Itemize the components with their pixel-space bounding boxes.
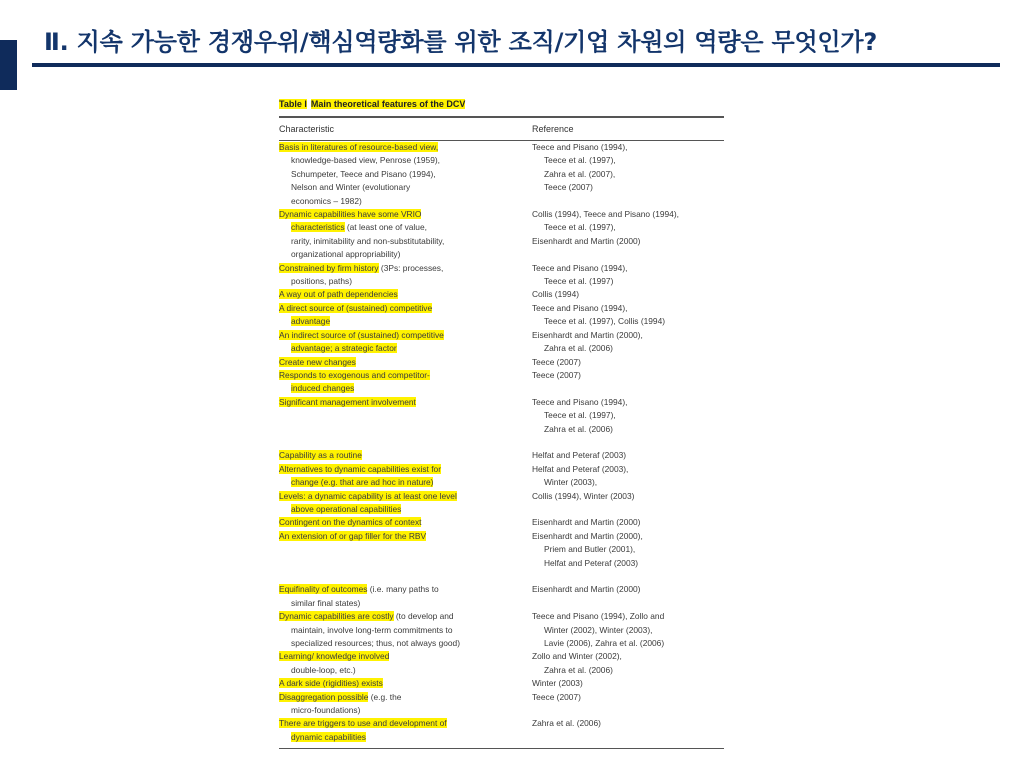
cell-text: Eisenhardt and Martin (2000) (532, 584, 641, 595)
cell-text: Helfat and Peteraf (2003), (532, 463, 629, 474)
highlighted-text: A dark side (rigidities) exists (279, 678, 383, 689)
table-row (279, 356, 724, 369)
cell-line (279, 704, 532, 717)
reference-cell (532, 356, 724, 369)
cell-line (532, 369, 724, 382)
highlighted-text: Contingent on the dynamics of context (279, 517, 422, 528)
reference-cell (532, 208, 724, 262)
reference-cell (532, 262, 724, 289)
table-row (279, 610, 724, 650)
cell-text: Zahra et al. (2006) (544, 423, 613, 434)
cell-text: (i.e. many paths to (367, 584, 439, 595)
highlighted-text: Equifinality of outcomes (279, 584, 368, 595)
cell-line (532, 463, 724, 476)
cell-text: micro-foundations) (291, 705, 361, 716)
cell-line (532, 664, 724, 677)
cell-line (532, 208, 724, 221)
cell-line (279, 208, 532, 221)
table-caption (279, 97, 724, 112)
reference-cell (532, 396, 724, 436)
cell-text: Collis (1994) (532, 289, 580, 300)
table-caption-text: Main theoretical features of the DCV (310, 99, 466, 109)
table-row (279, 141, 724, 208)
table-row (279, 208, 724, 262)
cell-text: (3Ps: processes, (378, 262, 444, 273)
table-row (279, 717, 724, 744)
highlighted-text: There are triggers to use and development of (279, 718, 447, 729)
reference-cell (532, 288, 724, 301)
cell-text: organizational appropriability) (291, 249, 401, 260)
reference-cell (532, 717, 724, 744)
cell-line (532, 490, 724, 503)
table-row (279, 490, 724, 517)
table-figure (279, 97, 724, 749)
cell-line (532, 530, 724, 543)
cell-line (532, 543, 724, 556)
cell-text: Teece and Pisano (1994), Zollo and (532, 611, 665, 622)
highlighted-text: Responds to exogenous and competitor- (279, 369, 430, 380)
characteristic-cell (279, 369, 532, 396)
cell-text: Schumpeter, Teece and Pisano (1994), (291, 168, 436, 179)
cell-line (532, 221, 724, 234)
table-row (279, 650, 724, 677)
cell-line (279, 717, 532, 730)
cell-line (279, 329, 532, 342)
cell-line (532, 396, 724, 409)
cell-text: Eisenhardt and Martin (2000) (532, 235, 641, 246)
table-row (279, 369, 724, 396)
characteristic-cell (279, 691, 532, 718)
table-row (279, 463, 724, 490)
table-row (279, 516, 724, 529)
cell-line (279, 530, 532, 543)
cell-line (279, 382, 532, 395)
cell-text: Helfat and Peteraf (2003) (544, 557, 639, 568)
cell-line (279, 490, 532, 503)
cell-line (279, 583, 532, 596)
cell-text: Winter (2003), (544, 477, 598, 488)
cell-text: Helfat and Peteraf (2003) (532, 450, 627, 461)
table-body (279, 141, 724, 744)
characteristic-cell (279, 677, 532, 690)
cell-line (532, 449, 724, 462)
cell-line (279, 449, 532, 462)
cell-text: rarity, inimitability and non-substitutability, (291, 235, 445, 246)
highlighted-text: Alternatives to dynamic capabilities exist for (279, 463, 441, 474)
cell-line (279, 288, 532, 301)
slide-title: Ⅱ. 지속 가능한 경쟁우위/핵심역량화를 위한 조직/기업 차원의 역량은 무엇인가? (44, 28, 878, 56)
cell-line (279, 610, 532, 623)
cell-line (532, 329, 724, 342)
cell-line (532, 583, 724, 596)
cell-text: Eisenhardt and Martin (2000), (532, 329, 643, 340)
cell-line (532, 235, 724, 248)
highlighted-text: An extension of or gap filler for the RBV (279, 530, 427, 541)
cell-line (532, 650, 724, 663)
highlighted-text: Basis in literatures of resource-based view, (279, 142, 439, 152)
highlighted-text: induced changes (291, 383, 355, 394)
cell-line (279, 691, 532, 704)
cell-line (532, 516, 724, 529)
cell-text: Zahra et al. (2006) (532, 718, 601, 729)
cell-text: similar final states) (291, 597, 361, 608)
cell-line (532, 275, 724, 288)
left-accent-tab (0, 40, 17, 90)
cell-line (279, 664, 532, 677)
cell-line (532, 288, 724, 301)
table-row (279, 691, 724, 718)
reference-cell (532, 490, 724, 517)
table-label: Table I (279, 99, 307, 109)
reference-cell (532, 369, 724, 396)
cell-line (532, 302, 724, 315)
cell-line (279, 315, 532, 328)
cell-text: Zahra et al. (2007), (544, 168, 616, 179)
table-row (279, 530, 724, 570)
cell-text: (e.g. the (368, 691, 402, 702)
characteristic-cell (279, 516, 532, 529)
cell-text: (to develop and (393, 611, 454, 622)
cell-line (279, 356, 532, 369)
table-row (279, 262, 724, 289)
reference-cell (532, 302, 724, 329)
cell-line (279, 141, 532, 154)
title-underline (32, 63, 1000, 67)
highlighted-text: Constrained by firm history (279, 262, 379, 273)
cell-line (532, 637, 724, 650)
cell-line (279, 650, 532, 663)
cell-text: maintain, involve long-term commitments to (291, 624, 453, 635)
cell-text: Teece and Pisano (1994), (532, 396, 628, 407)
table-header-row (279, 118, 724, 140)
table-row (279, 583, 724, 610)
highlighted-text: Learning/ knowledge involved (279, 651, 390, 662)
characteristic-cell (279, 141, 532, 208)
table-row (279, 677, 724, 690)
cell-line (279, 181, 532, 194)
cell-text: Teece (2007) (532, 691, 581, 702)
highlighted-text: An indirect source of (sustained) competitive (279, 329, 444, 340)
highlighted-text: Create new changes (279, 356, 356, 367)
reference-cell (532, 141, 724, 208)
reference-cell (532, 583, 724, 610)
cell-text: Lavie (2006), Zahra et al. (2006) (544, 638, 665, 648)
highlighted-text: dynamic capabilities (291, 731, 366, 742)
cell-line (532, 624, 724, 637)
highlighted-text: change (e.g. that are ad hoc in nature) (291, 477, 434, 488)
cell-text: Teece et al. (1997) (544, 276, 614, 287)
cell-text: Nelson and Winter (evolutionary (291, 182, 411, 193)
cell-line (532, 181, 724, 194)
cell-line (279, 154, 532, 167)
table-row (279, 302, 724, 329)
characteristic-cell (279, 396, 532, 436)
cell-line (279, 262, 532, 275)
cell-line (279, 275, 532, 288)
characteristic-cell (279, 490, 532, 517)
table-bottom-rule (279, 748, 724, 749)
cell-line (532, 557, 724, 570)
cell-line (279, 396, 532, 409)
highlighted-text: Capability as a routine (279, 450, 362, 461)
table-row (279, 396, 724, 436)
reference-cell (532, 530, 724, 570)
characteristic-cell (279, 610, 532, 650)
cell-line (279, 463, 532, 476)
cell-line (532, 476, 724, 489)
cell-line (532, 409, 724, 422)
cell-line (279, 503, 532, 516)
cell-text: Teece (2007) (532, 369, 581, 380)
cell-line (532, 168, 724, 181)
characteristic-cell (279, 208, 532, 262)
cell-line (279, 235, 532, 248)
highlighted-text: characteristics (291, 222, 345, 233)
characteristic-cell (279, 356, 532, 369)
cell-text: Eisenhardt and Martin (2000) (532, 517, 641, 528)
cell-text: Eisenhardt and Martin (2000), (532, 530, 643, 541)
cell-line (279, 168, 532, 181)
reference-cell (532, 463, 724, 490)
cell-text: Priem and Butler (2001), (544, 544, 636, 555)
cell-line (532, 717, 724, 730)
characteristic-cell (279, 717, 532, 744)
cell-text: Winter (2002), Winter (2003), (544, 624, 653, 635)
reference-cell (532, 677, 724, 690)
cell-line (279, 516, 532, 529)
cell-line (532, 677, 724, 690)
cell-text: specialized resources; thus, not always good) (291, 638, 460, 648)
cell-line (279, 248, 532, 261)
cell-text: Teece and Pisano (1994), (532, 302, 628, 313)
highlighted-text: above operational capabilities (291, 503, 402, 514)
cell-text: economics – 1982) (291, 195, 362, 206)
cell-line (532, 262, 724, 275)
cell-line (532, 691, 724, 704)
table-row (279, 329, 724, 356)
cell-line (279, 195, 532, 208)
cell-line (279, 624, 532, 637)
cell-line (279, 369, 532, 382)
reference-cell (532, 650, 724, 677)
characteristic-cell (279, 530, 532, 570)
characteristic-cell (279, 650, 532, 677)
highlighted-text: Dynamic capabilities are costly (279, 611, 394, 622)
cell-line (532, 141, 724, 154)
characteristic-cell (279, 449, 532, 462)
table-row (279, 288, 724, 301)
cell-line (279, 221, 532, 234)
highlighted-text: advantage; a strategic factor (291, 343, 397, 354)
cell-line (279, 302, 532, 315)
characteristic-cell (279, 583, 532, 610)
cell-text: positions, paths) (291, 276, 352, 287)
characteristic-cell (279, 262, 532, 289)
cell-text: Teece (2007) (532, 356, 581, 367)
cell-line (532, 315, 724, 328)
cell-line (279, 476, 532, 489)
cell-line (279, 597, 532, 610)
cell-line (279, 677, 532, 690)
cell-text: double-loop, etc.) (291, 664, 356, 675)
highlighted-text: Levels: a dynamic capability is at least one level (279, 490, 457, 501)
cell-text: Teece and Pisano (1994), (532, 262, 628, 273)
cell-line (532, 610, 724, 623)
table-row (279, 449, 724, 462)
cell-line (279, 731, 532, 744)
cell-line (532, 356, 724, 369)
cell-text: Teece et al. (1997), (544, 155, 616, 166)
cell-line (532, 342, 724, 355)
cell-text: Teece et al. (1997), (544, 410, 616, 421)
cell-text: Zahra et al. (2006) (544, 664, 613, 675)
reference-cell (532, 691, 724, 718)
reference-cell (532, 449, 724, 462)
highlighted-text: Significant management involvement (279, 396, 416, 407)
cell-text: Winter (2003) (532, 678, 583, 689)
cell-line (532, 423, 724, 436)
cell-text: Zahra et al. (2006) (544, 343, 613, 354)
cell-text: Zollo and Winter (2002), (532, 651, 622, 662)
header-reference: Reference (532, 124, 574, 134)
characteristic-cell (279, 463, 532, 490)
cell-text: Teece et al. (1997), (544, 222, 616, 233)
characteristic-cell (279, 329, 532, 356)
cell-text: Teece and Pisano (1994), (532, 142, 628, 152)
highlighted-text: Disaggregation possible (279, 691, 369, 702)
highlighted-text: advantage (291, 316, 331, 327)
highlighted-text: A direct source of (sustained) competitive (279, 302, 433, 313)
highlighted-text: Dynamic capabilities have some VRIO (279, 209, 422, 220)
cell-text: Teece et al. (1997), Collis (1994) (544, 316, 666, 327)
reference-cell (532, 610, 724, 650)
cell-line (279, 342, 532, 355)
highlighted-text: A way out of path dependencies (279, 289, 398, 300)
cell-line (279, 637, 532, 650)
cell-line (532, 154, 724, 167)
cell-text: (at least one of value, (344, 222, 427, 233)
header-characteristic: Characteristic (279, 124, 335, 134)
cell-text: knowledge-based view, Penrose (1959), (291, 155, 440, 166)
characteristic-cell (279, 302, 532, 329)
cell-text: Collis (1994), Teece and Pisano (1994), (532, 209, 679, 220)
cell-text: Teece (2007) (544, 182, 593, 193)
characteristic-cell (279, 288, 532, 301)
reference-cell (532, 329, 724, 356)
cell-text: Collis (1994), Winter (2003) (532, 490, 635, 501)
reference-cell (532, 516, 724, 529)
